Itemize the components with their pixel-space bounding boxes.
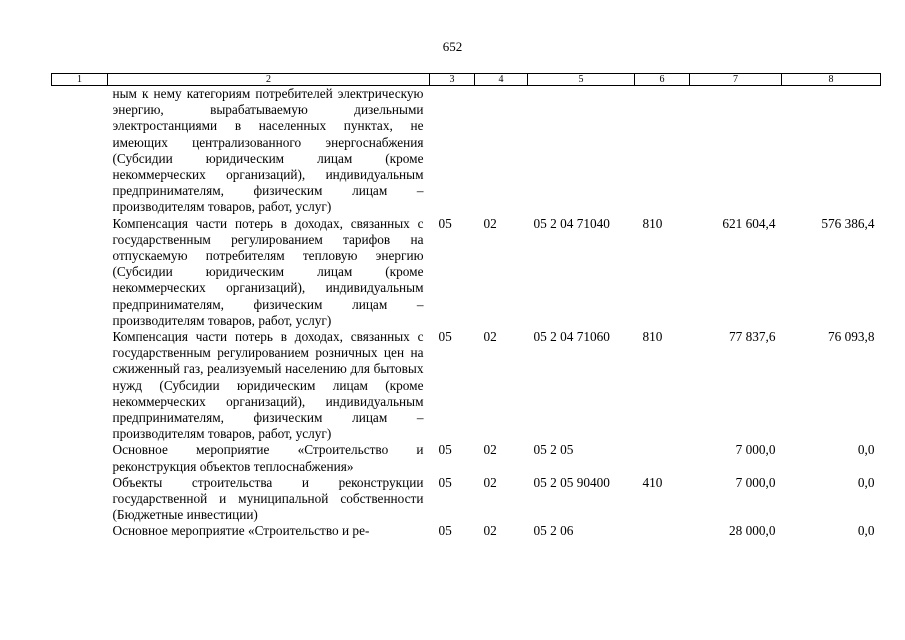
- row-vr: [635, 523, 690, 539]
- column-number: 8: [782, 74, 881, 86]
- row-sum-1: 7 000,0: [735, 442, 776, 458]
- row-rz: 05: [438, 523, 452, 539]
- row-name: Компенсация части потерь в доходах, связанных с государственным регулированием розничных цен на сжиженный газ, реализуемый населению для бытовых нужд (Субсидии юридическим лицам (кроме некоммерческих организаций), индивидуальным предпринимателям, физическим лицам – производителям товаров, работ, услуг): [112, 329, 424, 442]
- row-vr: 810: [642, 215, 663, 231]
- row-sum-1: 77 837,6: [728, 329, 776, 345]
- column-number: 2: [108, 74, 430, 86]
- row-rz: 05: [438, 474, 452, 490]
- row-pr: 02: [483, 474, 497, 490]
- table-row: [52, 475, 881, 524]
- row-sum-2: 0,0: [857, 474, 875, 490]
- row-csr: 05 2 05: [533, 442, 574, 458]
- table-row: [52, 216, 881, 329]
- row-vr: 410: [642, 474, 663, 490]
- row-csr: 05 2 04 71060: [533, 329, 610, 345]
- row-csr: 05 2 04 71040: [533, 215, 610, 231]
- column-number: 6: [635, 74, 690, 86]
- row-csr: 05 2 06: [533, 523, 574, 539]
- column-number: 1: [52, 74, 108, 86]
- row-pr: [475, 86, 528, 216]
- row-rz: 05: [438, 215, 452, 231]
- row-name: Компенсация части потерь в доходах, связанных с государственным регулированием тарифов на отпускаемую потребителям тепловую энергию (Субсидии юридическим лицам (кроме некоммерческих организаций), индивидуальным предпринимателям, физическим лицам – производителям товаров, работ, услуг): [112, 215, 424, 328]
- column-number: 3: [430, 74, 475, 86]
- table-row: [52, 86, 881, 216]
- row-sum-1: 7 000,0: [735, 474, 776, 490]
- row-vr: [635, 86, 690, 216]
- page-number: 652: [442, 39, 463, 54]
- row-csr: 05 2 05 90400: [533, 474, 610, 490]
- column-number-row: [52, 74, 881, 86]
- row-vr: 810: [642, 329, 663, 345]
- row-vr: [635, 442, 690, 474]
- table-row: [52, 523, 881, 539]
- row-csr: [528, 86, 635, 216]
- table-row: [52, 329, 881, 442]
- row-sum-2: 76 093,8: [827, 329, 875, 345]
- column-number: 7: [690, 74, 782, 86]
- table-row: [52, 442, 881, 474]
- row-pr: 02: [483, 329, 497, 345]
- row-rz: 05: [438, 442, 452, 458]
- row-sum-1: [690, 86, 782, 216]
- row-name: ным к нему категориям потребителей электрическую энергию, вырабатываемую дизельными электростанциями в населенных пунктах, не имеющих централизованного энергоснабжения (Субсидии юридическим лицам (кроме некоммерческих организаций), индивидуальным предпринимателям, физическим лицам – производителям товаров, работ, услуг): [112, 86, 424, 215]
- row-sum-1: 621 604,4: [722, 215, 776, 231]
- row-rz: [430, 86, 475, 216]
- column-number: 5: [528, 74, 635, 86]
- row-sum-2: 0,0: [857, 442, 875, 458]
- row-name: Объекты строительства и реконструкции государственной и муниципальной собственности (Бюджетные инвестиции): [112, 474, 424, 523]
- row-name: Основное мероприятие «Строительство и реконструкция объектов теплоснабжения»: [112, 442, 424, 474]
- row-sum-2: 0,0: [857, 523, 875, 539]
- row-sum-1: 28 000,0: [728, 523, 776, 539]
- row-pr: 02: [483, 523, 497, 539]
- row-name: Основное мероприятие «Строительство и ре-: [112, 523, 370, 539]
- row-pr: 02: [483, 442, 497, 458]
- row-pr: 02: [483, 215, 497, 231]
- column-number: 4: [475, 74, 528, 86]
- row-sum-2: 576 386,4: [821, 215, 875, 231]
- row-rz: 05: [438, 329, 452, 345]
- row-sum-2: [782, 86, 881, 216]
- budget-table: [51, 73, 881, 540]
